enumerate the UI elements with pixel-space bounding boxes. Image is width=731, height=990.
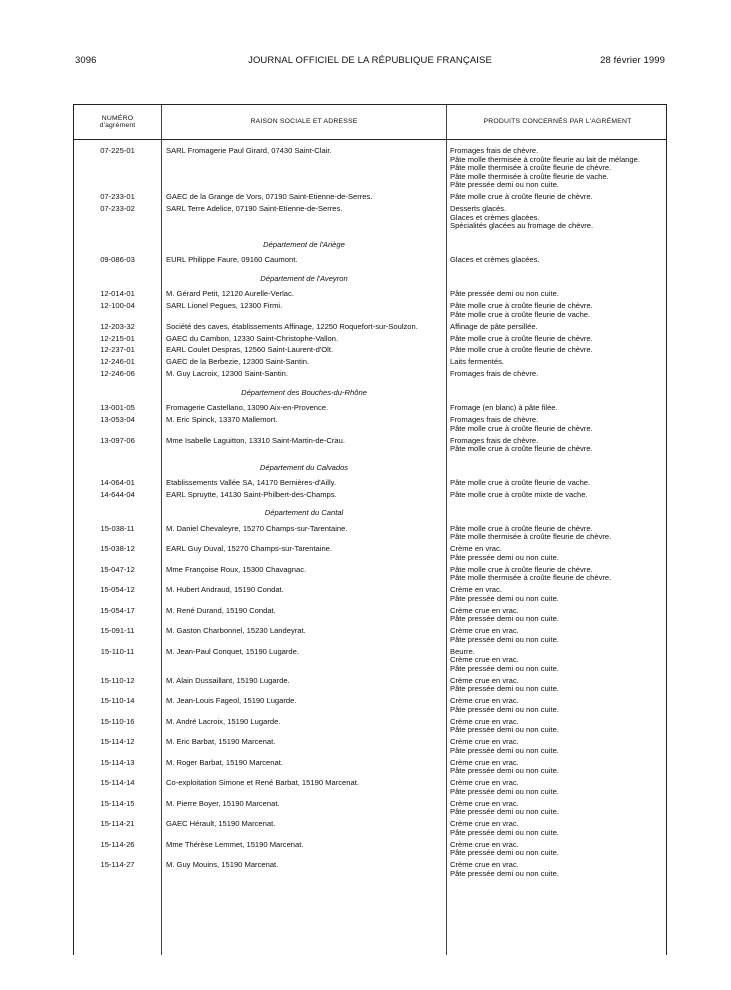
agrement-number: 12-203-32 bbox=[100, 321, 135, 331]
produit-line: Pâte molle thermisée à croûte fleurie au lait de mélange. bbox=[450, 155, 640, 164]
produits-list bbox=[450, 302, 666, 319]
agrement-number: 12-215-01 bbox=[100, 333, 135, 343]
produits-list bbox=[450, 718, 666, 735]
raison-sociale: Etablissements Vallée SA, 14170 Bernières-d'Ailly. bbox=[166, 479, 337, 487]
produits-list bbox=[450, 416, 666, 433]
produit-line: Pâte pressée demi ou non cuite. bbox=[450, 290, 559, 299]
header-numero-line1: NUMÉRO bbox=[101, 114, 134, 122]
produit-line: Desserts glacés. bbox=[450, 205, 507, 214]
raison-sociale: Mme Françoise Roux, 15300 Chavagnac. bbox=[166, 565, 307, 574]
produit-line: Pâte pressée demi ou non cuite. bbox=[450, 553, 559, 562]
agrement-number: 13-097-06 bbox=[100, 435, 135, 445]
agrement-number: 15-114-15 bbox=[100, 798, 135, 808]
produits-list bbox=[450, 677, 666, 694]
agrement-number: 12-100-04 bbox=[100, 301, 135, 311]
raison-sociale: EARL Coulet Despras, 12560 Saint-Laurent-d'Olt. bbox=[166, 346, 334, 355]
produit-line: Fromages frais de chèvre. bbox=[450, 370, 539, 379]
produit-line: Pâte pressée demi ou non cuite. bbox=[450, 685, 559, 694]
produits-list bbox=[450, 491, 666, 500]
table-body bbox=[74, 140, 666, 955]
produit-line: Pâte molle crue à croûte fleurie de chèvre. bbox=[450, 193, 593, 202]
produit-line: Crème crue en vrac. bbox=[450, 840, 519, 849]
agrement-number: 15-038-12 bbox=[100, 544, 135, 554]
produit-line: Crème crue en vrac. bbox=[450, 606, 519, 615]
raison-sociale: M. André Lacroix, 15190 Lugarde. bbox=[166, 717, 281, 726]
produits-list bbox=[450, 800, 666, 817]
department-heading: Département de l'Aveyron bbox=[260, 273, 348, 283]
produit-line: Crème en vrac. bbox=[450, 545, 502, 554]
raison-sociale: M. Guy Mouins, 15190 Marcenat. bbox=[166, 861, 279, 870]
raison-sociale: Société des caves, établissements Affinage, 12250 Roquefort-sur-Soulzon. bbox=[166, 322, 418, 331]
raison-sociale: GAEC de la Grange de Vors, 07190 Saint-Etienne-de-Serres. bbox=[166, 193, 373, 202]
raison-sociale: EURL Philippe Faure, 09160 Caumont. bbox=[166, 256, 298, 265]
produits-list bbox=[450, 759, 666, 776]
agrement-number: 15-110-12 bbox=[100, 675, 135, 685]
raison-sociale: SARL Lionel Pegues, 12300 Firmi. bbox=[166, 302, 283, 311]
produit-line: Crème crue en vrac. bbox=[450, 697, 519, 706]
produits-list bbox=[450, 479, 666, 488]
produit-line: Pâte pressée demi ou non cuite. bbox=[450, 181, 559, 190]
produit-line: Pâte molle crue à croûte fleurie de vache. bbox=[450, 310, 591, 319]
produit-line: Crème crue en vrac. bbox=[450, 676, 519, 685]
raison-sociale: M. Gaston Charbonnel, 15230 Landeyrat. bbox=[166, 627, 306, 636]
produit-line: Pâte pressée demi ou non cuite. bbox=[450, 869, 559, 878]
produit-line: Pâte molle crue à croûte fleurie de vache. bbox=[450, 479, 591, 487]
department-heading: Département du Calvados bbox=[259, 462, 349, 472]
produits-list bbox=[450, 346, 666, 355]
produit-line: Pâte molle crue à croûte fleurie de chèvre. bbox=[450, 445, 593, 454]
produit-line: Crème crue en vrac. bbox=[450, 656, 519, 665]
produit-line: Laits fermentés. bbox=[450, 358, 505, 367]
agrement-number: 15-114-21 bbox=[100, 819, 135, 829]
produit-line: Fromage (en blanc) à pâte filée. bbox=[450, 404, 558, 413]
produit-line: Glaces et crèmes glacées. bbox=[450, 213, 540, 222]
header-numero bbox=[74, 105, 161, 139]
agrement-number: 15-054-17 bbox=[100, 605, 135, 615]
page-number: 3096 bbox=[75, 55, 97, 66]
raison-sociale: M. Guy Lacroix, 12300 Saint-Santin. bbox=[166, 370, 288, 379]
agrement-number: 13-053-04 bbox=[100, 415, 135, 424]
produits-list bbox=[450, 820, 666, 837]
produit-line: Crème en vrac. bbox=[450, 586, 502, 595]
raison-sociale: GAEC Hérault, 15190 Marcenat. bbox=[166, 820, 276, 829]
agrement-number: 15-110-14 bbox=[100, 696, 135, 706]
produit-line: Beurre. bbox=[450, 647, 475, 656]
produits-list bbox=[450, 370, 666, 379]
raison-sociale: M. René Durand, 15190 Condat. bbox=[166, 606, 276, 615]
produit-line: Spécialités glacées au fromage de chèvre. bbox=[450, 222, 594, 231]
produit-line: Fromages frais de chèvre. bbox=[450, 147, 539, 155]
produit-line: Pâte molle crue à croûte mixte de vache. bbox=[450, 490, 588, 499]
produit-line: Pâte pressée demi ou non cuite. bbox=[450, 726, 559, 735]
agrement-number: 15-114-14 bbox=[100, 778, 135, 788]
produits-list bbox=[450, 290, 666, 299]
produit-line: Fromages frais de chèvre. bbox=[450, 416, 539, 424]
running-header bbox=[75, 54, 665, 68]
produit-line: Crème crue en vrac. bbox=[450, 717, 519, 726]
produit-line: Crème crue en vrac. bbox=[450, 820, 519, 829]
agrement-number: 14-644-04 bbox=[100, 489, 135, 499]
agrement-number: 15-110-11 bbox=[100, 646, 135, 656]
agrement-number: 12-246-01 bbox=[100, 357, 135, 367]
produit-line: Pâte molle crue à croûte fleurie de chèvre. bbox=[450, 334, 593, 343]
produits-list bbox=[450, 323, 666, 332]
produits-list bbox=[450, 193, 666, 202]
raison-sociale: Mme Isabelle Laguitton, 13310 Saint-Martin-de-Crau. bbox=[166, 436, 345, 445]
agrement-number: 15-114-12 bbox=[100, 737, 135, 747]
raison-sociale: Co-exploitation Simone et René Barbat, 15190 Marcenat. bbox=[166, 779, 359, 788]
produits-list bbox=[450, 358, 666, 367]
produits-list bbox=[450, 404, 666, 413]
produit-line: Pâte pressée demi ou non cuite. bbox=[450, 635, 559, 644]
produits-list bbox=[450, 147, 666, 190]
produit-line: Pâte molle crue à croûte fleurie de chèvre. bbox=[450, 424, 593, 433]
raison-sociale: Mme Thérèse Lemmet, 15190 Marcenat. bbox=[166, 840, 304, 849]
produit-line: Pâte molle thermisée à croûte fleurie de chèvre. bbox=[450, 164, 612, 173]
produits-list bbox=[450, 256, 666, 265]
produit-line: Pâte molle crue à croûte fleurie de chèvre. bbox=[450, 302, 593, 311]
department-heading: Département du Cantal bbox=[264, 508, 344, 518]
raison-sociale: M. Daniel Chevaleyre, 15270 Champs-sur-Tarentaine. bbox=[166, 524, 348, 533]
produit-line: Pâte molle crue à croûte fleurie de chèvre. bbox=[450, 346, 593, 355]
produit-line: Fromages frais de chèvre. bbox=[450, 436, 539, 445]
agrement-number: 15-054-12 bbox=[100, 585, 135, 595]
produit-line: Crème crue en vrac. bbox=[450, 861, 519, 870]
agrement-number: 12-237-01 bbox=[100, 345, 135, 355]
raison-sociale: M. Eric Barbat, 15190 Marcenat. bbox=[166, 738, 276, 747]
produits-list bbox=[450, 627, 666, 644]
produits-list bbox=[450, 205, 666, 231]
header-raison-sociale: RAISON SOCIALE ET ADRESSE bbox=[250, 118, 358, 126]
produit-line: Pâte molle thermisée à croûte fleurie de chèvre. bbox=[450, 574, 612, 583]
produit-line: Affinage de pâte persillée. bbox=[450, 322, 538, 331]
produit-line: Pâte molle crue à croûte fleurie de chèvre. bbox=[450, 524, 593, 533]
raison-sociale: SARL Terre Adelice, 07190 Saint-Etienne-de-Serres. bbox=[166, 205, 343, 214]
agrement-number: 13-001-05 bbox=[100, 403, 135, 413]
produit-line: Crème crue en vrac. bbox=[450, 779, 519, 788]
produit-line: Pâte pressée demi ou non cuite. bbox=[450, 746, 559, 755]
produit-line: Pâte pressée demi ou non cuite. bbox=[450, 705, 559, 714]
agrement-table bbox=[73, 104, 667, 955]
produit-line: Pâte pressée demi ou non cuite. bbox=[450, 828, 559, 837]
department-heading: Département de l'Ariège bbox=[263, 239, 345, 249]
produit-line: Pâte pressée demi ou non cuite. bbox=[450, 767, 559, 776]
raison-sociale: M. Gérard Petit, 12120 Aurelle-Verlac. bbox=[166, 290, 294, 299]
produit-line: Pâte molle thermisée à croûte fleurie de vache. bbox=[450, 172, 609, 181]
raison-sociale: M. Jean-Louis Fageol, 15190 Lugarde. bbox=[166, 697, 297, 706]
agrement-number: 07-233-01 bbox=[100, 192, 135, 202]
raison-sociale: M. Hubert Andraud, 15190 Condat. bbox=[166, 586, 284, 595]
agrement-number: 15-038-11 bbox=[100, 523, 135, 533]
agrement-number: 15-047-12 bbox=[100, 564, 135, 574]
produit-line: Crème crue en vrac. bbox=[450, 799, 519, 808]
raison-sociale: M. Pierre Boyer, 15190 Marcenat. bbox=[166, 799, 280, 808]
produits-list bbox=[450, 738, 666, 755]
produits-list bbox=[450, 607, 666, 624]
produits-list bbox=[450, 525, 666, 542]
produits-list bbox=[450, 648, 666, 674]
agrement-number: 15-110-16 bbox=[100, 716, 135, 726]
produits-list bbox=[450, 437, 666, 454]
header-produits: PRODUITS CONCERNÉS PAR L'AGRÉMENT bbox=[483, 118, 632, 126]
produits-list bbox=[450, 841, 666, 858]
produits-list bbox=[450, 861, 666, 878]
raison-sociale: M. Eric Spinck, 13370 Mallemort. bbox=[166, 416, 278, 424]
agrement-number: 12-246-06 bbox=[100, 369, 135, 379]
agrement-number: 15-114-27 bbox=[100, 860, 135, 870]
agrement-number: 14-064-01 bbox=[100, 478, 135, 487]
raison-sociale: EARL Spruytte, 14130 Saint-Philbert-des-Champs. bbox=[166, 490, 337, 499]
produit-line: Pâte pressée demi ou non cuite. bbox=[450, 664, 559, 673]
produit-line: Pâte pressée demi ou non cuite. bbox=[450, 615, 559, 624]
produit-line: Glaces et crèmes glacées. bbox=[450, 256, 540, 265]
publication-date: 28 février 1999 bbox=[600, 55, 665, 66]
header-numero-line2: d'agrément bbox=[99, 122, 136, 129]
raison-sociale: M. Roger Barbat, 15190 Marcenat. bbox=[166, 758, 283, 767]
agrement-number: 12-014-01 bbox=[100, 289, 135, 299]
produits-list bbox=[450, 566, 666, 583]
produits-list bbox=[450, 779, 666, 796]
department-heading: Département des Bouches-du-Rhône bbox=[241, 387, 367, 397]
produits-list bbox=[450, 335, 666, 344]
produit-line: Crème crue en vrac. bbox=[450, 738, 519, 747]
produit-line: Pâte molle crue à croûte fleurie de chèvre. bbox=[450, 565, 593, 574]
raison-sociale: Fromagerie Castellano, 13090 Aix-en-Provence. bbox=[166, 404, 329, 413]
produit-line: Crème crue en vrac. bbox=[450, 627, 519, 636]
raison-sociale: GAEC du Cambon, 12330 Saint-Christophe-Vallon. bbox=[166, 334, 339, 343]
raison-sociale: GAEC de la Berbezie, 12300 Saint-Santin. bbox=[166, 358, 310, 367]
produit-line: Crème crue en vrac. bbox=[450, 758, 519, 767]
agrement-number: 07-233-02 bbox=[100, 204, 135, 214]
agrement-number: 15-114-13 bbox=[100, 757, 135, 767]
journal-title: JOURNAL OFFICIEL DE LA RÉPUBLIQUE FRANÇAISE bbox=[248, 55, 492, 66]
produit-line: Pâte pressée demi ou non cuite. bbox=[450, 787, 559, 796]
produits-list bbox=[450, 586, 666, 603]
agrement-number: 07-225-01 bbox=[100, 146, 135, 155]
raison-sociale: SARL Fromagerie Paul Girard, 07430 Saint-Clair. bbox=[166, 147, 332, 155]
produit-line: Pâte molle thermisée à croûte fleurie de chèvre. bbox=[450, 533, 612, 542]
produits-list bbox=[450, 545, 666, 562]
produit-line: Pâte pressée demi ou non cuite. bbox=[450, 594, 559, 603]
raison-sociale: M. Alain Dussaillant, 15190 Lugarde. bbox=[166, 676, 290, 685]
produit-line: Pâte pressée demi ou non cuite. bbox=[450, 808, 559, 817]
raison-sociale: EARL Guy Duval, 15270 Champs-sur-Tarentaine. bbox=[166, 545, 333, 554]
agrement-number: 09-086-03 bbox=[100, 255, 135, 265]
raison-sociale: M. Jean-Paul Conquet, 15190 Lugarde. bbox=[166, 647, 299, 656]
agrement-number: 15-091-11 bbox=[100, 626, 135, 636]
produits-list bbox=[450, 697, 666, 714]
produit-line: Pâte pressée demi ou non cuite. bbox=[450, 849, 559, 858]
agrement-number: 15-114-26 bbox=[100, 839, 135, 849]
